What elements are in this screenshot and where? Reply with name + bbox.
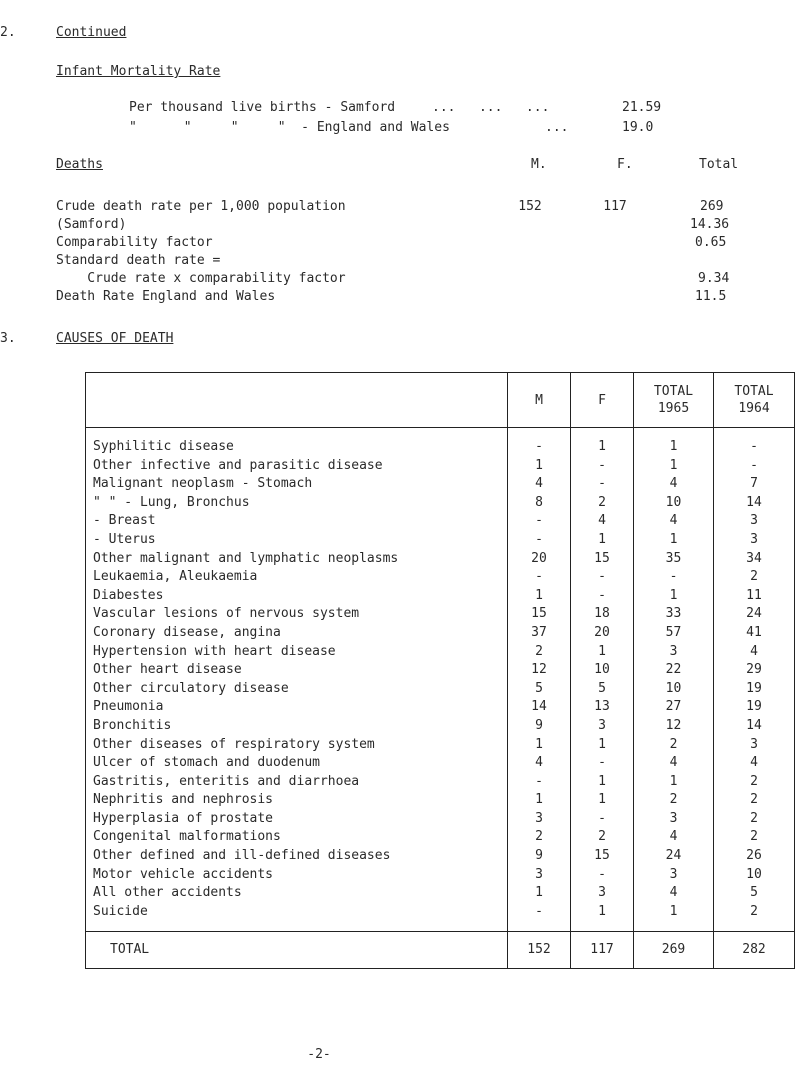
- cause-f: 3: [571, 717, 634, 736]
- cause-total-1964: -: [714, 457, 795, 476]
- cause-total-1965: 10: [634, 680, 714, 699]
- cause-name: Gastritis, enteritis and diarrhoea: [86, 773, 508, 792]
- cause-m: 8: [508, 494, 571, 513]
- cause-total-1964: 3: [714, 531, 795, 550]
- cause-total-1965: 10: [634, 494, 714, 513]
- table-row: [86, 717, 795, 736]
- table-row: [86, 903, 795, 922]
- cause-m: 3: [508, 866, 571, 885]
- header-total-1965-label: TOTAL: [653, 384, 694, 399]
- table-row: [86, 773, 795, 792]
- cause-total-1964: 3: [714, 512, 795, 531]
- cause-f: 2: [571, 494, 634, 513]
- total-1964: 282: [714, 932, 795, 969]
- page-number: -2-: [307, 1047, 331, 1062]
- cause-name: Other heart disease: [86, 661, 508, 680]
- infant-rate-label: Per thousand live births - Samford: [129, 100, 396, 115]
- cause-m: 12: [508, 661, 571, 680]
- table-row: [86, 494, 795, 513]
- deaths-row-total: 0.65: [695, 235, 727, 250]
- cause-total-1964: 24: [714, 605, 795, 624]
- cause-total-1965: 1: [634, 531, 714, 550]
- cause-total-1964: 34: [714, 550, 795, 569]
- total-1965: 269: [634, 932, 714, 969]
- cause-name: Malignant neoplasm - Stomach: [86, 475, 508, 494]
- deaths-col-f: F.: [617, 157, 633, 172]
- cause-f: 5: [571, 680, 634, 699]
- header-total-1965: [634, 373, 714, 428]
- table-row: [86, 866, 795, 885]
- cause-name: Nephritis and nephrosis: [86, 791, 508, 810]
- infant-mortality-title: Infant Mortality Rate: [56, 64, 221, 79]
- cause-total-1965: 3: [634, 810, 714, 829]
- cause-m: 20: [508, 550, 571, 569]
- cause-total-1965: 12: [634, 717, 714, 736]
- cause-total-1965: 22: [634, 661, 714, 680]
- cause-total-1965: 4: [634, 512, 714, 531]
- deaths-col-m: M.: [531, 157, 547, 172]
- cause-total-1964: 3: [714, 736, 795, 755]
- cause-m: 14: [508, 698, 571, 717]
- total-f: 117: [571, 932, 634, 969]
- table-row: [86, 736, 795, 755]
- cause-m: 5: [508, 680, 571, 699]
- cause-f: 1: [571, 903, 634, 922]
- cause-f: -: [571, 568, 634, 587]
- cause-total-1964: -: [714, 438, 795, 457]
- cause-f: 20: [571, 624, 634, 643]
- header-year-1965: 1965: [657, 401, 690, 416]
- cause-m: 4: [508, 754, 571, 773]
- cause-total-1964: 2: [714, 773, 795, 792]
- cause-f: 18: [571, 605, 634, 624]
- cause-total-1965: 3: [634, 866, 714, 885]
- cause-total-1965: -: [634, 568, 714, 587]
- cause-m: 4: [508, 475, 571, 494]
- header-cause: [86, 373, 508, 428]
- table-row: [86, 828, 795, 847]
- total-label: TOTAL: [86, 932, 508, 969]
- cause-name: Other defined and ill-defined diseases: [86, 847, 508, 866]
- table-row: [86, 475, 795, 494]
- table-row: [86, 438, 795, 457]
- cause-f: 2: [571, 828, 634, 847]
- cause-total-1964: 19: [714, 680, 795, 699]
- table-row: [86, 754, 795, 773]
- cause-m: 1: [508, 791, 571, 810]
- header-f: F: [571, 373, 634, 428]
- cause-name: Hypertension with heart disease: [86, 643, 508, 662]
- cause-total-1965: 1: [634, 773, 714, 792]
- cause-total-1964: 2: [714, 791, 795, 810]
- deaths-row-f: 117: [603, 199, 627, 214]
- table-row: [86, 884, 795, 903]
- cause-f: 13: [571, 698, 634, 717]
- header-total-1964-label: TOTAL: [734, 384, 774, 399]
- cause-m: 15: [508, 605, 571, 624]
- cause-name: - Breast: [86, 512, 508, 531]
- cause-m: -: [508, 903, 571, 922]
- cause-total-1964: 2: [714, 828, 795, 847]
- cause-total-1965: 4: [634, 475, 714, 494]
- infant-rate-label: " " " " - England and Wales: [129, 120, 450, 135]
- cause-m: -: [508, 512, 571, 531]
- cause-name: Leukaemia, Aleukaemia: [86, 568, 508, 587]
- cause-f: 1: [571, 531, 634, 550]
- cause-f: 4: [571, 512, 634, 531]
- cause-m: 2: [508, 828, 571, 847]
- continued-heading: Continued: [56, 25, 127, 40]
- cause-total-1965: 57: [634, 624, 714, 643]
- deaths-row-label: Comparability factor: [56, 235, 213, 250]
- cause-f: -: [571, 810, 634, 829]
- total-row: [86, 932, 795, 969]
- cause-name: Other infective and parasitic disease: [86, 457, 508, 476]
- infant-rate-dots: ...: [545, 120, 569, 135]
- table-row: [86, 568, 795, 587]
- deaths-row-label: Death Rate England and Wales: [56, 289, 276, 304]
- cause-name: Syphilitic disease: [86, 438, 508, 457]
- table-row: [86, 643, 795, 662]
- cause-total-1965: 1: [634, 438, 714, 457]
- table-row: [86, 847, 795, 866]
- cause-name: Congenital malformations: [86, 828, 508, 847]
- table-row: [86, 550, 795, 569]
- cause-f: 1: [571, 643, 634, 662]
- header-m: M: [508, 373, 571, 428]
- cause-name: Suicide: [86, 903, 508, 922]
- cause-total-1965: 1: [634, 457, 714, 476]
- cause-name: Motor vehicle accidents: [86, 866, 508, 885]
- cause-f: 1: [571, 438, 634, 457]
- cause-m: 9: [508, 717, 571, 736]
- deaths-heading: Deaths: [56, 157, 103, 172]
- cause-total-1965: 27: [634, 698, 714, 717]
- cause-m: 3: [508, 810, 571, 829]
- infant-rate-value: 19.0: [622, 120, 654, 135]
- causes-heading: CAUSES OF DEATH: [56, 331, 174, 346]
- cause-total-1964: 2: [714, 568, 795, 587]
- cause-total-1965: 2: [634, 736, 714, 755]
- table-row: [86, 810, 795, 829]
- table-row: [86, 587, 795, 606]
- cause-total-1965: 3: [634, 643, 714, 662]
- cause-total-1964: 5: [714, 884, 795, 903]
- cause-f: -: [571, 866, 634, 885]
- causes-header-row: [86, 373, 795, 428]
- cause-total-1965: 24: [634, 847, 714, 866]
- cause-f: 1: [571, 736, 634, 755]
- cause-m: 2: [508, 643, 571, 662]
- cause-total-1964: 7: [714, 475, 795, 494]
- cause-f: 10: [571, 661, 634, 680]
- deaths-row-m: 152: [518, 199, 542, 214]
- cause-name: - Uterus: [86, 531, 508, 550]
- cause-m: 9: [508, 847, 571, 866]
- cause-name: Vascular lesions of nervous system: [86, 605, 508, 624]
- table-row: [86, 531, 795, 550]
- cause-total-1964: 4: [714, 643, 795, 662]
- cause-total-1965: 33: [634, 605, 714, 624]
- cause-name: Hyperplasia of prostate: [86, 810, 508, 829]
- cause-name: Coronary disease, angina: [86, 624, 508, 643]
- table-row: [86, 605, 795, 624]
- infant-rate-value: 21.59: [622, 100, 662, 115]
- table-spacer: [86, 428, 795, 439]
- cause-f: 1: [571, 791, 634, 810]
- deaths-row-total: 9.34: [698, 271, 730, 286]
- deaths-row-label: Crude rate x comparability factor: [56, 271, 346, 286]
- infant-rate-dots: ... ... ...: [432, 100, 550, 115]
- cause-total-1964: 4: [714, 754, 795, 773]
- cause-f: -: [571, 587, 634, 606]
- cause-total-1965: 35: [634, 550, 714, 569]
- cause-m: -: [508, 438, 571, 457]
- cause-f: 3: [571, 884, 634, 903]
- cause-total-1965: 2: [634, 791, 714, 810]
- cause-total-1965: 1: [634, 587, 714, 606]
- cause-total-1965: 4: [634, 884, 714, 903]
- table-row: [86, 680, 795, 699]
- deaths-row-label: (Samford): [56, 217, 127, 232]
- cause-m: -: [508, 773, 571, 792]
- deaths-row-label: Crude death rate per 1,000 population: [56, 199, 346, 214]
- cause-total-1964: 29: [714, 661, 795, 680]
- cause-total-1965: 4: [634, 828, 714, 847]
- cause-name: Ulcer of stomach and duodenum: [86, 754, 508, 773]
- cause-f: -: [571, 457, 634, 476]
- cause-total-1964: 11: [714, 587, 795, 606]
- table-row: [86, 512, 795, 531]
- table-row: [86, 457, 795, 476]
- cause-f: -: [571, 475, 634, 494]
- deaths-row-total: 269: [700, 199, 724, 214]
- cause-total-1964: 10: [714, 866, 795, 885]
- deaths-row-label: Standard death rate =: [56, 253, 221, 268]
- header-year-1964: 1964: [738, 401, 770, 416]
- cause-total-1965: 1: [634, 903, 714, 922]
- cause-name: All other accidents: [86, 884, 508, 903]
- total-m: 152: [508, 932, 571, 969]
- deaths-col-total: Total: [699, 157, 739, 172]
- cause-m: 1: [508, 884, 571, 903]
- cause-name: Other malignant and lymphatic neoplasms: [86, 550, 508, 569]
- cause-f: 1: [571, 773, 634, 792]
- cause-m: 1: [508, 587, 571, 606]
- cause-name: Pneumonia: [86, 698, 508, 717]
- table-spacer: [86, 921, 795, 932]
- deaths-row-total: 14.36: [690, 217, 730, 232]
- cause-total-1964: 14: [714, 717, 795, 736]
- cause-name: Bronchitis: [86, 717, 508, 736]
- cause-m: -: [508, 568, 571, 587]
- cause-f: 15: [571, 847, 634, 866]
- cause-total-1965: 4: [634, 754, 714, 773]
- deaths-row-total: 11.5: [695, 289, 727, 304]
- cause-f: -: [571, 754, 634, 773]
- cause-total-1964: 14: [714, 494, 795, 513]
- cause-m: 37: [508, 624, 571, 643]
- cause-total-1964: 2: [714, 810, 795, 829]
- cause-total-1964: 26: [714, 847, 795, 866]
- cause-f: 15: [571, 550, 634, 569]
- header-total-1964: [714, 373, 795, 428]
- cause-total-1964: 2: [714, 903, 795, 922]
- causes-table: [85, 372, 795, 969]
- table-row: [86, 791, 795, 810]
- table-row: [86, 624, 795, 643]
- cause-name: Other circulatory disease: [86, 680, 508, 699]
- cause-total-1964: 41: [714, 624, 795, 643]
- cause-m: 1: [508, 736, 571, 755]
- section-number-2: 2.: [0, 25, 16, 40]
- cause-total-1964: 19: [714, 698, 795, 717]
- cause-name: " " - Lung, Bronchus: [86, 494, 508, 513]
- cause-m: 1: [508, 457, 571, 476]
- table-row: [86, 698, 795, 717]
- cause-name: Diabestes: [86, 587, 508, 606]
- cause-name: Other diseases of respiratory system: [86, 736, 508, 755]
- table-row: [86, 661, 795, 680]
- cause-m: -: [508, 531, 571, 550]
- section-number-3: 3.: [0, 331, 16, 346]
